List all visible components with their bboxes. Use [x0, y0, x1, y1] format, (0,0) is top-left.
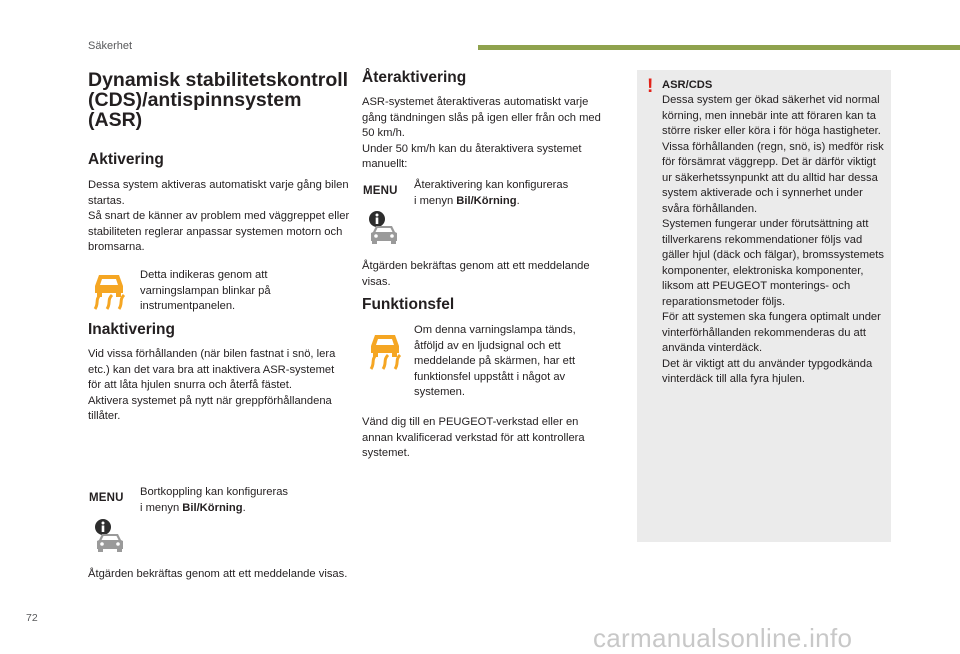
funktionsfel-text: Vänd dig till en PEUGEOT-verkstad eller en annan kvalificerad verkstad för att kontrollera systemet. [362, 416, 585, 459]
heading-ateraktivering: Återaktivering [362, 69, 467, 86]
funktionsfel-lamp-text: Om denna varningslampa tänds, åtföljd av en ljudsignal och ett meddelande på skärmen, har ett funktionsfel uppstått i något av systemen. [414, 324, 576, 398]
page-title: Dynamisk stabilitetskontroll (CDS)/antispinnsystem (ASR) [88, 69, 349, 131]
esp-warning-lamp-icon [90, 270, 128, 310]
page-number: 72 [26, 612, 38, 624]
aktivering-text: Dessa system aktiveras automatiskt varje gång bilen startas. Så snart de känner av problem med väggreppet eller stabiliteten reglerar anpassar systemen motorn och bromsarna. [88, 179, 350, 253]
note-text: Dessa system ger ökad säkerhet vid normal körning, men innebär inte att föraren kan ta större risker eller köra i för höga hastigheter. Vissa förhållanden (regn, snö, is) medför risk för försämrat väggrepp. Det är därför viktigt ur säkerhetssynpunkt att du alltid har dessa system aktiverade och i synnerhet under svåra förhållanden. Systemen fungerar under förutsättning att tillverkarens rekommendationer följs vad gäller hjul (däck och fälgar), bromssystemets komponenter, elektroniska komponenter, liksom att PEUGEOT monterings- och reparationsmetoder följs. För att systemen ska fungera optimalt under vinterförhållanden rekommenderas du att använda vinterdäck. Det är viktigt att du använder typgodkända vinterdäck till alla fyra hjulen. [662, 94, 884, 385]
inaktivering-menu-text: Bortkoppling kan konfigureras i menyn Bil/Körning. [140, 486, 289, 514]
section-color-bar [478, 45, 960, 50]
warning-exclamation-icon: ! [647, 76, 654, 97]
aktivering-lamp-text: Detta indikeras genom att varningslampan blinkar på instrumentpanelen. [140, 269, 271, 312]
menu-path: Bil/Körning [182, 501, 243, 514]
esp-warning-lamp-icon [366, 330, 404, 370]
info-car-icon [367, 211, 401, 247]
menu-icon: MENU [363, 185, 398, 197]
menu-icon: MENU [89, 492, 124, 504]
ateraktivering-menu-text: Återaktivering kan konfigureras i menyn Bil/Körning. [414, 179, 569, 207]
watermark: carmanualsonline.info [593, 623, 853, 653]
info-car-icon [93, 519, 127, 555]
ateraktivering-confirm-text: Åtgärden bekräftas genom att ett meddelande visas. [362, 260, 590, 288]
menu-path: Bil/Körning [456, 194, 517, 207]
inaktivering-confirm-text: Åtgärden bekräftas genom att ett meddelande visas. [88, 568, 348, 580]
heading-aktivering: Aktivering [88, 151, 164, 168]
heading-funktionsfel: Funktionsfel [362, 296, 455, 313]
ateraktivering-text: ASR-systemet återaktiveras automatiskt varje gång tändningen slås på igen eller från och med 50 km/h. Under 50 km/h kan du återaktivera systemet manuellt: [362, 96, 601, 170]
note-heading: ASR/CDS [662, 79, 713, 91]
section-header: Säkerhet [88, 40, 133, 52]
heading-inaktivering: Inaktivering [88, 321, 175, 338]
inaktivering-text: Vid vissa förhållanden (när bilen fastnat i snö, lera etc.) kan det vara bra att inaktivera ASR-systemet för att låta hjulen snurra och återfå fästet. Aktivera systemet på nytt när greppförhållandena tillåter. [88, 348, 336, 422]
